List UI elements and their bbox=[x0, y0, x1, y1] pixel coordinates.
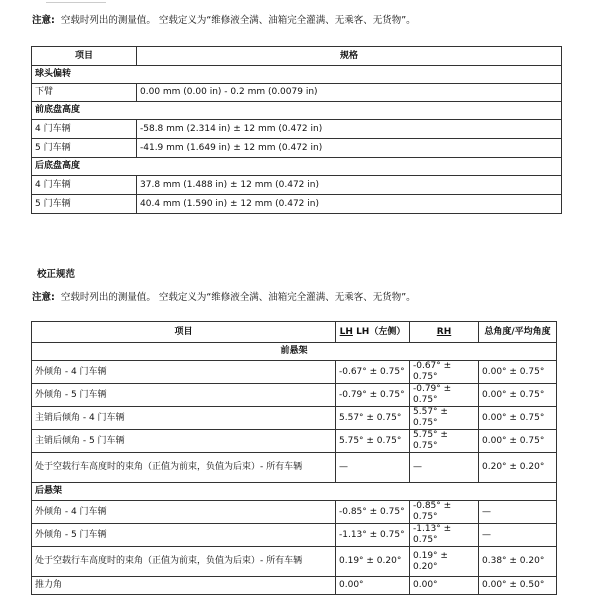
section-title: 前悬架 bbox=[32, 343, 557, 361]
align-header-item: 项目 bbox=[32, 322, 336, 343]
lh-label: LH（左侧） bbox=[352, 326, 406, 337]
cropped-heading-fragment bbox=[46, 0, 106, 3]
rh-value: -0.79° ± 0.75° bbox=[410, 384, 479, 407]
table-row bbox=[32, 547, 557, 577]
total-value: 0.38° ± 0.20° bbox=[479, 547, 557, 577]
lh-value: -0.79° ± 0.75° bbox=[336, 384, 410, 407]
row-label: 4 门车辆 bbox=[32, 176, 137, 195]
total-value: 0.00° ± 0.50° bbox=[479, 577, 557, 595]
table-row bbox=[32, 407, 557, 430]
section-title: 后底盘高度 bbox=[32, 158, 562, 176]
note-1 bbox=[32, 12, 416, 26]
total-value: 0.20° ± 0.20° bbox=[479, 453, 557, 483]
spec-table bbox=[31, 46, 562, 214]
row-value: 40.4 mm (1.590 in) ± 12 mm (0.472 in) bbox=[137, 195, 562, 214]
total-value: 0.00° ± 0.75° bbox=[479, 361, 557, 384]
alignment-table bbox=[31, 321, 557, 595]
spec-header-spec: 规格 bbox=[137, 47, 562, 66]
row-value: -41.9 mm (1.649 in) ± 12 mm (0.472 in) bbox=[137, 139, 562, 158]
lh-value: 0.00° bbox=[336, 577, 410, 595]
row-label: 5 门车辆 bbox=[32, 195, 137, 214]
note-2 bbox=[32, 289, 416, 303]
section-title: 球头偏转 bbox=[32, 66, 562, 84]
row-label: 处于空载行车高度时的束角（正值为前束，负值为后束）- 所有车辆 bbox=[32, 547, 336, 577]
total-value: — bbox=[479, 501, 557, 524]
row-label: 外倾角 - 5 门车辆 bbox=[32, 384, 336, 407]
lh-value: -1.13° ± 0.75° bbox=[336, 524, 410, 547]
row-value: -58.8 mm (2.314 in) ± 12 mm (0.472 in) bbox=[137, 120, 562, 139]
note-label: 注意: bbox=[32, 292, 55, 303]
rh-value: 0.00° bbox=[410, 577, 479, 595]
total-value: 0.00° ± 0.75° bbox=[479, 384, 557, 407]
total-value: 0.00° ± 0.75° bbox=[479, 430, 557, 453]
align-header-lh bbox=[336, 322, 410, 343]
table-row bbox=[32, 84, 562, 102]
spec-header-item: 项目 bbox=[32, 47, 137, 66]
table-row bbox=[32, 430, 557, 453]
row-label: 下臂 bbox=[32, 84, 137, 102]
table-row bbox=[32, 176, 562, 195]
rh-value: 5.57° ± 0.75° bbox=[410, 407, 479, 430]
row-label: 主销后倾角 - 4 门车辆 bbox=[32, 407, 336, 430]
row-label: 处于空载行车高度时的束角（正值为前束，负值为后束）- 所有车辆 bbox=[32, 453, 336, 483]
lh-value: 5.75° ± 0.75° bbox=[336, 430, 410, 453]
note-label: 注意: bbox=[32, 15, 55, 26]
row-label: 5 门车辆 bbox=[32, 139, 137, 158]
rh-value: -1.13° ± 0.75° bbox=[410, 524, 479, 547]
lh-value: — bbox=[336, 453, 410, 483]
lh-link[interactable]: LH bbox=[339, 326, 353, 337]
align-header-total: 总角度/平均角度 bbox=[479, 322, 557, 343]
rh-link[interactable]: RH bbox=[436, 326, 452, 337]
section-title: 前底盘高度 bbox=[32, 102, 562, 120]
row-value: 0.00 mm (0.00 in) - 0.2 mm (0.0079 in) bbox=[137, 84, 562, 102]
total-value: 0.00° ± 0.75° bbox=[479, 407, 557, 430]
lh-value: 5.57° ± 0.75° bbox=[336, 407, 410, 430]
table-row bbox=[32, 501, 557, 524]
note-text: 空载时列出的测量值。 空载定义为“维修液全满、油箱完全灌满、无乘客、无货物”。 bbox=[60, 292, 416, 303]
lh-value: -0.67° ± 0.75° bbox=[336, 361, 410, 384]
row-label: 外倾角 - 5 门车辆 bbox=[32, 524, 336, 547]
row-label: 外倾角 - 4 门车辆 bbox=[32, 361, 336, 384]
row-value: 37.8 mm (1.488 in) ± 12 mm (0.472 in) bbox=[137, 176, 562, 195]
section-title: 后悬架 bbox=[32, 483, 557, 501]
table-row bbox=[32, 577, 557, 595]
align-header-rh bbox=[410, 322, 479, 343]
table-row bbox=[32, 139, 562, 158]
table-row bbox=[32, 453, 557, 483]
row-label: 主销后倾角 - 5 门车辆 bbox=[32, 430, 336, 453]
row-label: 推力角 bbox=[32, 577, 336, 595]
rh-value: 0.19° ± 0.20° bbox=[410, 547, 479, 577]
rh-value: 5.75° ± 0.75° bbox=[410, 430, 479, 453]
table-row bbox=[32, 524, 557, 547]
table-row bbox=[32, 195, 562, 214]
row-label: 外倾角 - 4 门车辆 bbox=[32, 501, 336, 524]
section-heading: 校正规范 bbox=[37, 269, 76, 280]
row-label: 4 门车辆 bbox=[32, 120, 137, 139]
rh-value: -0.85° ± 0.75° bbox=[410, 501, 479, 524]
table-row bbox=[32, 384, 557, 407]
table-row bbox=[32, 361, 557, 384]
lh-value: 0.19° ± 0.20° bbox=[336, 547, 410, 577]
rh-value: -0.67° ± 0.75° bbox=[410, 361, 479, 384]
total-value: — bbox=[479, 524, 557, 547]
table-row bbox=[32, 120, 562, 139]
rh-value: — bbox=[410, 453, 479, 483]
note-text: 空载时列出的测量值。 空载定义为“维修液全满、油箱完全灌满、无乘客、无货物”。 bbox=[60, 15, 416, 26]
lh-value: -0.85° ± 0.75° bbox=[336, 501, 410, 524]
